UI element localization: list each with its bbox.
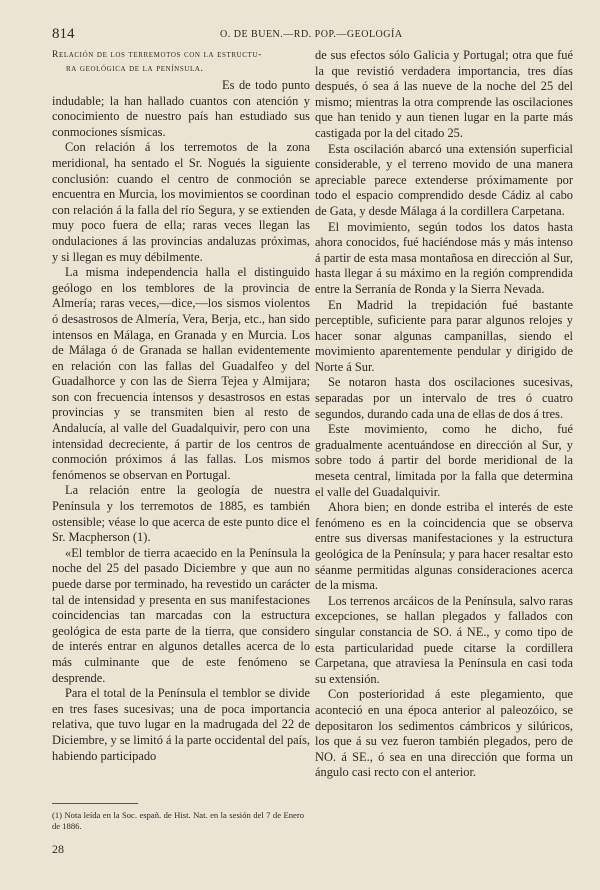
- paragraph: Para el total de la Península el temblor se divide en tres fases sucesivas; una de poca importancia relativa, que tuvo lugar en la madrugada del 22 de Diciembre, y se limitó á la parte occidental del país, habiendo participado: [52, 686, 310, 763]
- page-number: 814: [52, 26, 75, 42]
- footnote-rule: [52, 803, 138, 804]
- page-header: [52, 26, 558, 46]
- section-title: [52, 48, 310, 76]
- paragraph: La misma independencia halla el distinguido geólogo en los temblores de la provincia de Almería; raras veces,—dice,—los sismos violentos ó desastrosos de Almería, Vera, Berja, etc., han sido intensos en Málaga, en Granada y en Murcia. Los de Málaga ó de Granada se hallan evidentemente en relación con las fallas del Guadalfeo y del Guadalhorce y con las de Sierra Tejea y Almijara; son con frecuencia intensos y desastrosos en estas provincias y se transmiten bien al resto de Andalucía, al valle del Guadalquivir, pero con una intensidad decreciente, á partir de los centros de conmoción próximos á las fallas. Los mismos fenómenos se observan en Portugal.: [52, 265, 310, 482]
- paragraph: Con posterioridad á este plegamiento, que aconteció en una época anterior al paleozóico, se depositaron los sedimentos cámbricos y silúricos, los que á su vez fueron también plegados, pero de NO. á SE., ó sea en una dirección que forma un ángulo casi recto con el anterior.: [315, 687, 573, 780]
- paragraph: El movimiento, según todos los datos hasta ahora conocidos, fué haciéndose más y más intenso á partir de esta masa montañosa en dirección al Sur, hasta llegar á su máximo en la región comprendida entre la Serranía de Ronda y la Sierra Nevada.: [315, 219, 573, 296]
- paragraph: Es de todo punto indudable; la han hallado cuantos con atención y conocimiento de nuestro país han estudiado sus conmociones sísmicas.: [52, 78, 310, 139]
- right-column: [315, 48, 573, 781]
- paragraph: Los terrenos arcáicos de la Península, salvo raras excepciones, se hallan plegados y fallados con singular constancia de SO. á NE., y como tipo de esta particularidad puede citarse la cordillera Carpetana, que atraviesa la Península en casi toda su extensión.: [315, 593, 573, 686]
- paragraph: En Madrid la trepidación fué bastante perceptible, suficiente para parar algunos relojes y hacer sonar algunas campanillas, siendo el movimiento aparentemente pendular y dirigido de Norte á Sur.: [315, 297, 573, 374]
- paragraph: Ahora bien; en donde estriba el interés de este fenómeno es en la coincidencia que se observa entre sus diversas manifestaciones y la estructura geológica de la Península; y para hacer resaltar esto séanme permitidas algunas consideraciones acerca de la misma.: [315, 500, 573, 593]
- footnote: (1) Nota leída en la Soc. españ. de Hist. Nat. en la sesión del 7 de Enero de 1886.: [52, 810, 304, 831]
- paragraph: de sus efectos sólo Galicia y Portugal; otra que fué la que revistió verdadera importancia, tres días después, ó sea á las nueve de la noche del 25 del mismo; mientras la otra comprende las oscilaciones que han tenido y aun tienen lugar en la parte más castigada por la del citado 25.: [315, 48, 573, 140]
- quoted-paragraph: «El temblor de tierra acaecido en la Península la noche del 25 del pasado Diciembre y que aun no puede darse por terminado, ha revestido un carácter tal de intensidad y presenta en sus manifestaciones coincidencias tan marcadas con la estructura geológica de esta parte de la tierra, que considero de interés entrar en algunos detalles acerca de lo más culminante que de este fenómeno se desprende.: [52, 545, 310, 685]
- paragraph: Esta oscilación abarcó una extensión superficial considerable, y el terreno movido de una manera apreciable parece extenderse próximamente por todo el espacio comprendido desde Cádiz al cabo de Gata, y desde Málaga á la cordillera Carpetana.: [315, 141, 573, 218]
- section-title-line-1: Relación de los terremotos con la estructu-: [52, 49, 262, 60]
- left-column: [52, 48, 310, 764]
- signature-mark: 28: [52, 842, 64, 856]
- section-title-line-2: ra geológica de la península.: [66, 63, 204, 74]
- paragraph: La relación entre la geología de nuestra Península y los terremotos de 1885, es también ostensible; véase lo que acerca de este punto dice el Sr. Macpherson (1).: [52, 483, 310, 545]
- paragraph: Con relación á los terremotos de la zona meridional, ha sentado el Sr. Nogués la siguiente conclusión: cuando el centro de conmoción se encuentra en Murcia, los movimientos se coordinan con relación á la falla del río Segura, y se extienden muy poco fuera de ella; raras veces llegan las ondulaciones á las provincias andaluzas próximas, y si llegan es muy débilmente.: [52, 140, 310, 264]
- paragraph: Este movimiento, como he dicho, fué gradualmente acentuándose en dirección al Sur, y sobre todo á partir del borde meridional de la meseta central, limitada por la falla que determina el valle del Guadalquivir.: [315, 422, 573, 499]
- running-title: O. DE BUEN.—RD. POP.—GEOLOGÍA: [220, 29, 403, 40]
- paragraph: Se notaron hasta dos oscilaciones sucesivas, separadas por un intervalo de tres ó cuatro segundos, durando cada una de ellas de dos á tres.: [315, 375, 573, 421]
